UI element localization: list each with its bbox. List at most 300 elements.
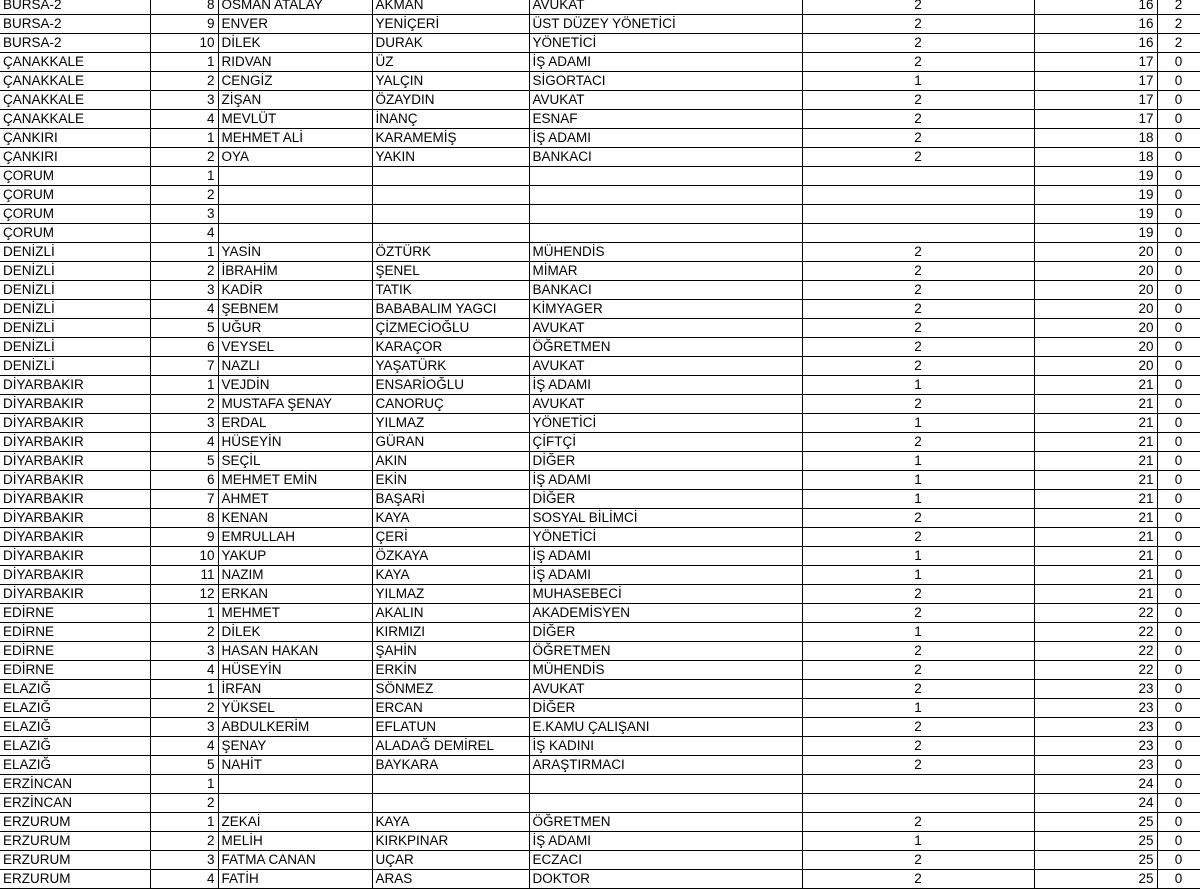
first-name-cell[interactable]: OYA <box>218 148 372 167</box>
profession-cell[interactable]: İŞ ADAMI <box>529 376 802 395</box>
first-name-cell[interactable]: HÜSEYİN <box>218 661 372 680</box>
count-cell[interactable]: 0 <box>1157 870 1200 889</box>
code-cell[interactable]: 1 <box>802 832 1034 851</box>
first-name-cell[interactable]: VEYSEL <box>218 338 372 357</box>
last-name-cell[interactable]: UÇAR <box>372 851 529 870</box>
order-cell[interactable]: 4 <box>150 870 218 889</box>
last-name-cell[interactable]: DURAK <box>372 34 529 53</box>
last-name-cell[interactable]: YAKIN <box>372 148 529 167</box>
region-number-cell[interactable]: 17 <box>1034 110 1157 129</box>
last-name-cell[interactable] <box>372 224 529 243</box>
count-cell[interactable]: 0 <box>1157 205 1200 224</box>
last-name-cell[interactable]: ALADAĞ DEMİREL <box>372 737 529 756</box>
region-number-cell[interactable]: 23 <box>1034 718 1157 737</box>
count-cell[interactable]: 0 <box>1157 623 1200 642</box>
profession-cell[interactable]: İŞ ADAMI <box>529 547 802 566</box>
first-name-cell[interactable]: ERKAN <box>218 585 372 604</box>
first-name-cell[interactable]: ERDAL <box>218 414 372 433</box>
region-number-cell[interactable]: 19 <box>1034 186 1157 205</box>
code-cell[interactable]: 2 <box>802 680 1034 699</box>
profession-cell[interactable]: İŞ ADAMI <box>529 129 802 148</box>
first-name-cell[interactable]: ŞEBNEM <box>218 300 372 319</box>
order-cell[interactable]: 6 <box>150 338 218 357</box>
profession-cell[interactable]: BANKACI <box>529 148 802 167</box>
province-cell[interactable]: EDİRNE <box>0 661 150 680</box>
order-cell[interactable]: 1 <box>150 813 218 832</box>
region-number-cell[interactable]: 21 <box>1034 528 1157 547</box>
count-cell[interactable]: 0 <box>1157 110 1200 129</box>
last-name-cell[interactable]: YENİÇERİ <box>372 15 529 34</box>
count-cell[interactable]: 0 <box>1157 718 1200 737</box>
last-name-cell[interactable]: BABABALIM YAGCI <box>372 300 529 319</box>
order-cell[interactable]: 10 <box>150 547 218 566</box>
order-cell[interactable]: 4 <box>150 433 218 452</box>
province-cell[interactable]: ÇANKIRI <box>0 129 150 148</box>
profession-cell[interactable]: ÖĞRETMEN <box>529 642 802 661</box>
profession-cell[interactable]: ECZACI <box>529 851 802 870</box>
order-cell[interactable]: 1 <box>150 775 218 794</box>
profession-cell[interactable]: AVUKAT <box>529 395 802 414</box>
last-name-cell[interactable]: YALÇIN <box>372 72 529 91</box>
order-cell[interactable]: 3 <box>150 851 218 870</box>
last-name-cell[interactable]: EKİN <box>372 471 529 490</box>
code-cell[interactable]: 1 <box>802 452 1034 471</box>
profession-cell[interactable]: BANKACI <box>529 281 802 300</box>
code-cell[interactable]: 2 <box>802 338 1034 357</box>
count-cell[interactable]: 0 <box>1157 851 1200 870</box>
count-cell[interactable]: 0 <box>1157 832 1200 851</box>
profession-cell[interactable]: DİĞER <box>529 623 802 642</box>
region-number-cell[interactable]: 24 <box>1034 775 1157 794</box>
code-cell[interactable]: 2 <box>802 91 1034 110</box>
profession-cell[interactable]: DİĞER <box>529 699 802 718</box>
last-name-cell[interactable]: ÖZKAYA <box>372 547 529 566</box>
code-cell[interactable]: 2 <box>802 110 1034 129</box>
order-cell[interactable]: 2 <box>150 699 218 718</box>
first-name-cell[interactable]: KENAN <box>218 509 372 528</box>
last-name-cell[interactable]: KIRMIZI <box>372 623 529 642</box>
last-name-cell[interactable]: EFLATUN <box>372 718 529 737</box>
order-cell[interactable]: 7 <box>150 490 218 509</box>
count-cell[interactable]: 0 <box>1157 395 1200 414</box>
code-cell[interactable]: 1 <box>802 72 1034 91</box>
first-name-cell[interactable] <box>218 205 372 224</box>
order-cell[interactable]: 3 <box>150 91 218 110</box>
province-cell[interactable]: DENİZLİ <box>0 319 150 338</box>
last-name-cell[interactable]: ERKİN <box>372 661 529 680</box>
order-cell[interactable]: 2 <box>150 794 218 813</box>
last-name-cell[interactable]: BAŞARİ <box>372 490 529 509</box>
count-cell[interactable]: 2 <box>1157 34 1200 53</box>
first-name-cell[interactable]: YASİN <box>218 243 372 262</box>
code-cell[interactable]: 2 <box>802 737 1034 756</box>
code-cell[interactable] <box>802 167 1034 186</box>
province-cell[interactable]: DENİZLİ <box>0 357 150 376</box>
last-name-cell[interactable]: YILMAZ <box>372 414 529 433</box>
profession-cell[interactable]: ÇİFTÇİ <box>529 433 802 452</box>
province-cell[interactable]: ÇORUM <box>0 186 150 205</box>
code-cell[interactable]: 1 <box>802 566 1034 585</box>
count-cell[interactable]: 0 <box>1157 243 1200 262</box>
last-name-cell[interactable]: YILMAZ <box>372 585 529 604</box>
region-number-cell[interactable]: 19 <box>1034 224 1157 243</box>
count-cell[interactable]: 0 <box>1157 186 1200 205</box>
province-cell[interactable]: DENİZLİ <box>0 262 150 281</box>
first-name-cell[interactable] <box>218 186 372 205</box>
province-cell[interactable]: BURSA-2 <box>0 34 150 53</box>
province-cell[interactable]: EDİRNE <box>0 623 150 642</box>
count-cell[interactable]: 0 <box>1157 433 1200 452</box>
profession-cell[interactable] <box>529 224 802 243</box>
count-cell[interactable]: 0 <box>1157 566 1200 585</box>
profession-cell[interactable]: AVUKAT <box>529 0 802 15</box>
region-number-cell[interactable]: 18 <box>1034 148 1157 167</box>
code-cell[interactable]: 2 <box>802 661 1034 680</box>
code-cell[interactable]: 1 <box>802 623 1034 642</box>
region-number-cell[interactable]: 19 <box>1034 205 1157 224</box>
code-cell[interactable]: 2 <box>802 756 1034 775</box>
code-cell[interactable]: 2 <box>802 281 1034 300</box>
region-number-cell[interactable]: 20 <box>1034 338 1157 357</box>
profession-cell[interactable]: YÖNETİCİ <box>529 528 802 547</box>
code-cell[interactable]: 2 <box>802 813 1034 832</box>
region-number-cell[interactable]: 20 <box>1034 281 1157 300</box>
province-cell[interactable]: DİYARBAKIR <box>0 471 150 490</box>
count-cell[interactable]: 0 <box>1157 53 1200 72</box>
profession-cell[interactable]: İŞ ADAMI <box>529 566 802 585</box>
region-number-cell[interactable]: 24 <box>1034 794 1157 813</box>
count-cell[interactable]: 0 <box>1157 376 1200 395</box>
code-cell[interactable]: 1 <box>802 699 1034 718</box>
region-number-cell[interactable]: 23 <box>1034 756 1157 775</box>
region-number-cell[interactable]: 17 <box>1034 53 1157 72</box>
order-cell[interactable]: 6 <box>150 471 218 490</box>
count-cell[interactable]: 0 <box>1157 148 1200 167</box>
province-cell[interactable]: DENİZLİ <box>0 281 150 300</box>
code-cell[interactable]: 2 <box>802 357 1034 376</box>
province-cell[interactable]: ERZURUM <box>0 813 150 832</box>
order-cell[interactable]: 2 <box>150 623 218 642</box>
region-number-cell[interactable]: 19 <box>1034 167 1157 186</box>
first-name-cell[interactable]: HASAN HAKAN <box>218 642 372 661</box>
first-name-cell[interactable]: NAHİT <box>218 756 372 775</box>
last-name-cell[interactable] <box>372 775 529 794</box>
count-cell[interactable]: 0 <box>1157 224 1200 243</box>
region-number-cell[interactable]: 22 <box>1034 661 1157 680</box>
region-number-cell[interactable]: 21 <box>1034 452 1157 471</box>
profession-cell[interactable] <box>529 167 802 186</box>
last-name-cell[interactable]: TATIK <box>372 281 529 300</box>
count-cell[interactable]: 2 <box>1157 0 1200 15</box>
code-cell[interactable]: 2 <box>802 718 1034 737</box>
code-cell[interactable]: 2 <box>802 34 1034 53</box>
order-cell[interactable]: 8 <box>150 509 218 528</box>
order-cell[interactable]: 5 <box>150 452 218 471</box>
count-cell[interactable]: 0 <box>1157 509 1200 528</box>
province-cell[interactable]: BURSA-2 <box>0 0 150 15</box>
region-number-cell[interactable]: 21 <box>1034 471 1157 490</box>
code-cell[interactable]: 2 <box>802 528 1034 547</box>
code-cell[interactable]: 1 <box>802 490 1034 509</box>
first-name-cell[interactable]: AHMET <box>218 490 372 509</box>
profession-cell[interactable]: E.KAMU ÇALIŞANI <box>529 718 802 737</box>
count-cell[interactable]: 0 <box>1157 528 1200 547</box>
count-cell[interactable]: 0 <box>1157 813 1200 832</box>
profession-cell[interactable]: İŞ ADAMI <box>529 471 802 490</box>
order-cell[interactable]: 4 <box>150 737 218 756</box>
profession-cell[interactable]: ARAŞTIRMACI <box>529 756 802 775</box>
code-cell[interactable] <box>802 186 1034 205</box>
code-cell[interactable]: 2 <box>802 604 1034 623</box>
first-name-cell[interactable]: ZEKAİ <box>218 813 372 832</box>
count-cell[interactable]: 0 <box>1157 91 1200 110</box>
count-cell[interactable]: 0 <box>1157 300 1200 319</box>
last-name-cell[interactable]: AKIN <box>372 452 529 471</box>
order-cell[interactable]: 1 <box>150 129 218 148</box>
province-cell[interactable]: ELAZIĞ <box>0 756 150 775</box>
count-cell[interactable]: 0 <box>1157 737 1200 756</box>
region-number-cell[interactable]: 21 <box>1034 414 1157 433</box>
profession-cell[interactable]: KİMYAGER <box>529 300 802 319</box>
last-name-cell[interactable]: BAYKARA <box>372 756 529 775</box>
province-cell[interactable]: ÇANAKKALE <box>0 53 150 72</box>
profession-cell[interactable]: DOKTOR <box>529 870 802 889</box>
first-name-cell[interactable]: NAZLI <box>218 357 372 376</box>
first-name-cell[interactable]: RIDVAN <box>218 53 372 72</box>
last-name-cell[interactable] <box>372 205 529 224</box>
profession-cell[interactable]: DİĞER <box>529 452 802 471</box>
profession-cell[interactable]: MÜHENDİS <box>529 661 802 680</box>
first-name-cell[interactable]: MEHMET <box>218 604 372 623</box>
order-cell[interactable]: 5 <box>150 319 218 338</box>
code-cell[interactable]: 2 <box>802 870 1034 889</box>
province-cell[interactable]: BURSA-2 <box>0 15 150 34</box>
first-name-cell[interactable]: EMRULLAH <box>218 528 372 547</box>
order-cell[interactable]: 2 <box>150 832 218 851</box>
count-cell[interactable]: 2 <box>1157 15 1200 34</box>
count-cell[interactable]: 0 <box>1157 338 1200 357</box>
first-name-cell[interactable]: VEJDİN <box>218 376 372 395</box>
province-cell[interactable]: DİYARBAKIR <box>0 452 150 471</box>
last-name-cell[interactable]: ERCAN <box>372 699 529 718</box>
code-cell[interactable] <box>802 794 1034 813</box>
first-name-cell[interactable]: ABDULKERİM <box>218 718 372 737</box>
order-cell[interactable]: 2 <box>150 72 218 91</box>
region-number-cell[interactable]: 20 <box>1034 300 1157 319</box>
first-name-cell[interactable]: MEVLÜT <box>218 110 372 129</box>
code-cell[interactable]: 2 <box>802 642 1034 661</box>
profession-cell[interactable]: İŞ ADAMI <box>529 53 802 72</box>
first-name-cell[interactable]: NAZIM <box>218 566 372 585</box>
region-number-cell[interactable]: 20 <box>1034 319 1157 338</box>
last-name-cell[interactable]: CANORUÇ <box>372 395 529 414</box>
province-cell[interactable]: ELAZIĞ <box>0 737 150 756</box>
province-cell[interactable]: ÇANAKKALE <box>0 110 150 129</box>
last-name-cell[interactable]: ARAS <box>372 870 529 889</box>
region-number-cell[interactable]: 22 <box>1034 604 1157 623</box>
order-cell[interactable]: 3 <box>150 205 218 224</box>
first-name-cell[interactable]: SEÇİL <box>218 452 372 471</box>
profession-cell[interactable]: İŞ KADINI <box>529 737 802 756</box>
last-name-cell[interactable]: KARAMEMİŞ <box>372 129 529 148</box>
region-number-cell[interactable]: 21 <box>1034 433 1157 452</box>
count-cell[interactable]: 0 <box>1157 490 1200 509</box>
last-name-cell[interactable]: ÖZTÜRK <box>372 243 529 262</box>
first-name-cell[interactable] <box>218 224 372 243</box>
order-cell[interactable]: 8 <box>150 0 218 15</box>
region-number-cell[interactable]: 23 <box>1034 680 1157 699</box>
first-name-cell[interactable]: ZİŞAN <box>218 91 372 110</box>
code-cell[interactable]: 2 <box>802 243 1034 262</box>
region-number-cell[interactable]: 21 <box>1034 376 1157 395</box>
order-cell[interactable]: 10 <box>150 34 218 53</box>
count-cell[interactable]: 0 <box>1157 756 1200 775</box>
count-cell[interactable]: 0 <box>1157 642 1200 661</box>
order-cell[interactable]: 4 <box>150 661 218 680</box>
profession-cell[interactable]: AKADEMİSYEN <box>529 604 802 623</box>
count-cell[interactable]: 0 <box>1157 661 1200 680</box>
province-cell[interactable]: EDİRNE <box>0 642 150 661</box>
last-name-cell[interactable]: SÖNMEZ <box>372 680 529 699</box>
province-cell[interactable]: ÇORUM <box>0 224 150 243</box>
profession-cell[interactable]: AVUKAT <box>529 91 802 110</box>
region-number-cell[interactable]: 25 <box>1034 870 1157 889</box>
province-cell[interactable]: DİYARBAKIR <box>0 585 150 604</box>
count-cell[interactable]: 0 <box>1157 604 1200 623</box>
count-cell[interactable]: 0 <box>1157 471 1200 490</box>
province-cell[interactable]: DENİZLİ <box>0 243 150 262</box>
first-name-cell[interactable]: FATİH <box>218 870 372 889</box>
province-cell[interactable]: ÇORUM <box>0 205 150 224</box>
first-name-cell[interactable]: UĞUR <box>218 319 372 338</box>
province-cell[interactable]: DENİZLİ <box>0 338 150 357</box>
region-number-cell[interactable]: 21 <box>1034 585 1157 604</box>
last-name-cell[interactable]: ÜZ <box>372 53 529 72</box>
count-cell[interactable]: 0 <box>1157 281 1200 300</box>
code-cell[interactable]: 2 <box>802 509 1034 528</box>
order-cell[interactable]: 7 <box>150 357 218 376</box>
profession-cell[interactable]: MUHASEBECİ <box>529 585 802 604</box>
count-cell[interactable]: 0 <box>1157 585 1200 604</box>
profession-cell[interactable]: SİGORTACI <box>529 72 802 91</box>
last-name-cell[interactable] <box>372 794 529 813</box>
profession-cell[interactable]: İŞ ADAMI <box>529 832 802 851</box>
count-cell[interactable]: 0 <box>1157 319 1200 338</box>
code-cell[interactable]: 2 <box>802 148 1034 167</box>
order-cell[interactable]: 3 <box>150 718 218 737</box>
code-cell[interactable]: 1 <box>802 376 1034 395</box>
first-name-cell[interactable]: MEHMET EMİN <box>218 471 372 490</box>
last-name-cell[interactable]: GÜRAN <box>372 433 529 452</box>
province-cell[interactable]: DENİZLİ <box>0 300 150 319</box>
count-cell[interactable]: 0 <box>1157 167 1200 186</box>
province-cell[interactable]: ERZİNCAN <box>0 775 150 794</box>
region-number-cell[interactable]: 21 <box>1034 547 1157 566</box>
order-cell[interactable]: 4 <box>150 110 218 129</box>
province-cell[interactable]: ERZURUM <box>0 832 150 851</box>
code-cell[interactable]: 2 <box>802 433 1034 452</box>
region-number-cell[interactable]: 18 <box>1034 129 1157 148</box>
region-number-cell[interactable]: 20 <box>1034 262 1157 281</box>
region-number-cell[interactable]: 22 <box>1034 642 1157 661</box>
first-name-cell[interactable]: ŞENAY <box>218 737 372 756</box>
code-cell[interactable]: 2 <box>802 300 1034 319</box>
count-cell[interactable]: 0 <box>1157 452 1200 471</box>
count-cell[interactable]: 0 <box>1157 775 1200 794</box>
count-cell[interactable]: 0 <box>1157 699 1200 718</box>
order-cell[interactable]: 1 <box>150 604 218 623</box>
region-number-cell[interactable]: 16 <box>1034 15 1157 34</box>
profession-cell[interactable]: ÖĞRETMEN <box>529 338 802 357</box>
count-cell[interactable]: 0 <box>1157 357 1200 376</box>
code-cell[interactable]: 2 <box>802 15 1034 34</box>
first-name-cell[interactable]: DİLEK <box>218 34 372 53</box>
region-number-cell[interactable]: 23 <box>1034 737 1157 756</box>
province-cell[interactable]: ERZURUM <box>0 870 150 889</box>
region-number-cell[interactable]: 23 <box>1034 699 1157 718</box>
order-cell[interactable]: 2 <box>150 186 218 205</box>
province-cell[interactable]: ERZURUM <box>0 851 150 870</box>
code-cell[interactable] <box>802 205 1034 224</box>
first-name-cell[interactable]: YÜKSEL <box>218 699 372 718</box>
last-name-cell[interactable]: KIRKPINAR <box>372 832 529 851</box>
code-cell[interactable]: 2 <box>802 851 1034 870</box>
order-cell[interactable]: 4 <box>150 300 218 319</box>
profession-cell[interactable] <box>529 186 802 205</box>
last-name-cell[interactable] <box>372 167 529 186</box>
order-cell[interactable]: 5 <box>150 756 218 775</box>
province-cell[interactable]: DİYARBAKIR <box>0 528 150 547</box>
last-name-cell[interactable]: ENSARİOĞLU <box>372 376 529 395</box>
last-name-cell[interactable]: AKALIN <box>372 604 529 623</box>
region-number-cell[interactable]: 25 <box>1034 832 1157 851</box>
profession-cell[interactable]: ÖĞRETMEN <box>529 813 802 832</box>
province-cell[interactable]: ELAZIĞ <box>0 718 150 737</box>
code-cell[interactable]: 2 <box>802 395 1034 414</box>
province-cell[interactable]: ERZİNCAN <box>0 794 150 813</box>
profession-cell[interactable]: SOSYAL BİLİMCİ <box>529 509 802 528</box>
first-name-cell[interactable]: MUSTAFA ŞENAY <box>218 395 372 414</box>
region-number-cell[interactable]: 17 <box>1034 91 1157 110</box>
region-number-cell[interactable]: 25 <box>1034 813 1157 832</box>
count-cell[interactable]: 0 <box>1157 794 1200 813</box>
region-number-cell[interactable]: 21 <box>1034 490 1157 509</box>
first-name-cell[interactable] <box>218 775 372 794</box>
first-name-cell[interactable] <box>218 167 372 186</box>
profession-cell[interactable]: MÜHENDİS <box>529 243 802 262</box>
profession-cell[interactable]: ÜST DÜZEY YÖNETİCİ <box>529 15 802 34</box>
first-name-cell[interactable]: İBRAHİM <box>218 262 372 281</box>
province-cell[interactable]: DİYARBAKIR <box>0 547 150 566</box>
order-cell[interactable]: 1 <box>150 53 218 72</box>
profession-cell[interactable]: YÖNETİCİ <box>529 34 802 53</box>
count-cell[interactable]: 0 <box>1157 547 1200 566</box>
order-cell[interactable]: 4 <box>150 224 218 243</box>
profession-cell[interactable] <box>529 775 802 794</box>
order-cell[interactable]: 1 <box>150 243 218 262</box>
count-cell[interactable]: 0 <box>1157 129 1200 148</box>
last-name-cell[interactable]: KAYA <box>372 509 529 528</box>
order-cell[interactable]: 11 <box>150 566 218 585</box>
first-name-cell[interactable]: CENGİZ <box>218 72 372 91</box>
region-number-cell[interactable]: 16 <box>1034 0 1157 15</box>
region-number-cell[interactable]: 25 <box>1034 851 1157 870</box>
province-cell[interactable]: ÇANAKKALE <box>0 91 150 110</box>
order-cell[interactable]: 9 <box>150 528 218 547</box>
count-cell[interactable]: 0 <box>1157 414 1200 433</box>
last-name-cell[interactable]: ŞENEL <box>372 262 529 281</box>
count-cell[interactable]: 0 <box>1157 72 1200 91</box>
